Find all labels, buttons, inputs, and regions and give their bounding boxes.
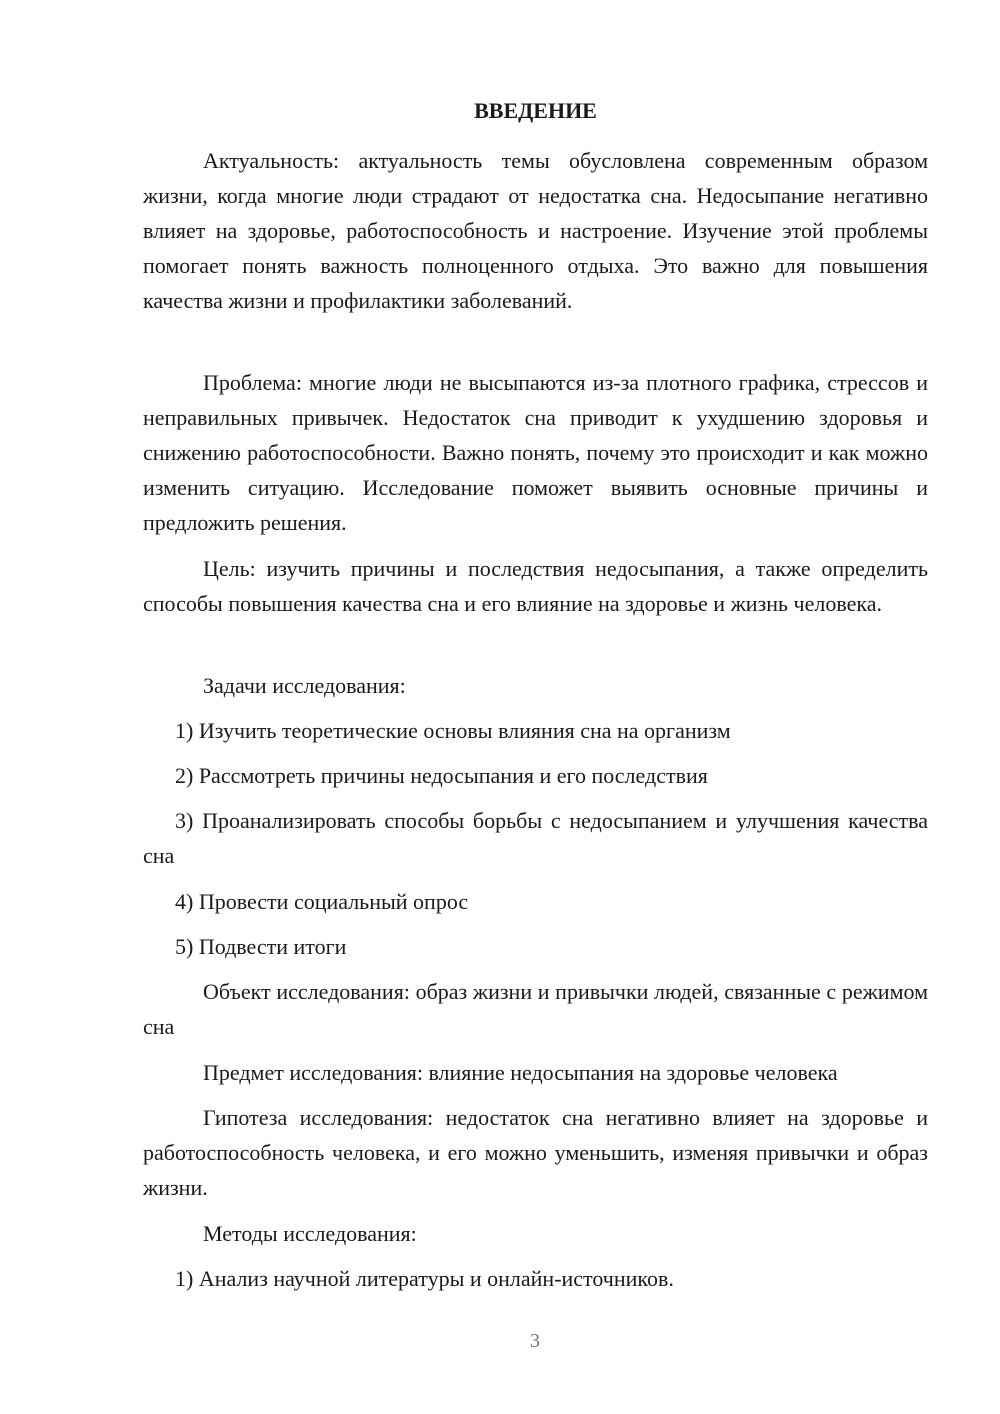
subject-paragraph: Предмет исследования: влияние недосыпания на здоровье человека bbox=[203, 1060, 838, 1085]
hypothesis-paragraph: Гипотеза исследования: недостаток сна негативно влияет на здоровье и работоспособность человека, и его можно уменьшить, изменяя привычки и образ жизни. bbox=[143, 1105, 928, 1200]
task-item: 5) Подвести итоги bbox=[175, 934, 347, 959]
page-number: 3 bbox=[530, 1330, 540, 1352]
problem-paragraph: Проблема: многие люди не высыпаются из-за плотного графика, стрессов и неправильных привычек. Недостаток сна приводит к ухудшению здоровья и снижению работоспособности. Важно понять, почему это происходит и как можно изменить ситуацию. Исследование поможет выявить основные причины и предложить решения. bbox=[143, 370, 928, 535]
object-paragraph: Объект исследования: образ жизни и привычки людей, связанные с режимом сна bbox=[143, 979, 928, 1039]
task-item: 2) Рассмотреть причины недосыпания и его последствия bbox=[175, 763, 708, 788]
task-item: 3) Проанализировать способы борьбы с недосыпанием и улучшения качества сна bbox=[143, 808, 928, 868]
goal-paragraph: Цель: изучить причины и последствия недосыпания, а также определить способы повышения качества сна и его влияние на здоровье и жизнь человека. bbox=[143, 556, 928, 616]
task-item: 1) Изучить теоретические основы влияния сна на организм bbox=[175, 718, 731, 743]
task-item: 4) Провести социальный опрос bbox=[175, 889, 469, 914]
method-item: 1) Анализ научной литературы и онлайн-источников. bbox=[175, 1266, 674, 1291]
section-heading: ВВЕДЕНИЕ bbox=[474, 98, 597, 123]
tasks-title: Задачи исследования: bbox=[203, 673, 406, 698]
methods-title: Методы исследования: bbox=[203, 1221, 417, 1246]
relevance-paragraph: Актуальность: актуальность темы обусловлена современным образом жизни, когда многие люди страдают от недостатка сна. Недосыпание негативно влияет на здоровье, работоспособность и настроение. Изучение этой проблемы помогает понять важность полноценного отдыха. Это важно для повышения качества жизни и профилактики заболеваний. bbox=[143, 148, 928, 313]
